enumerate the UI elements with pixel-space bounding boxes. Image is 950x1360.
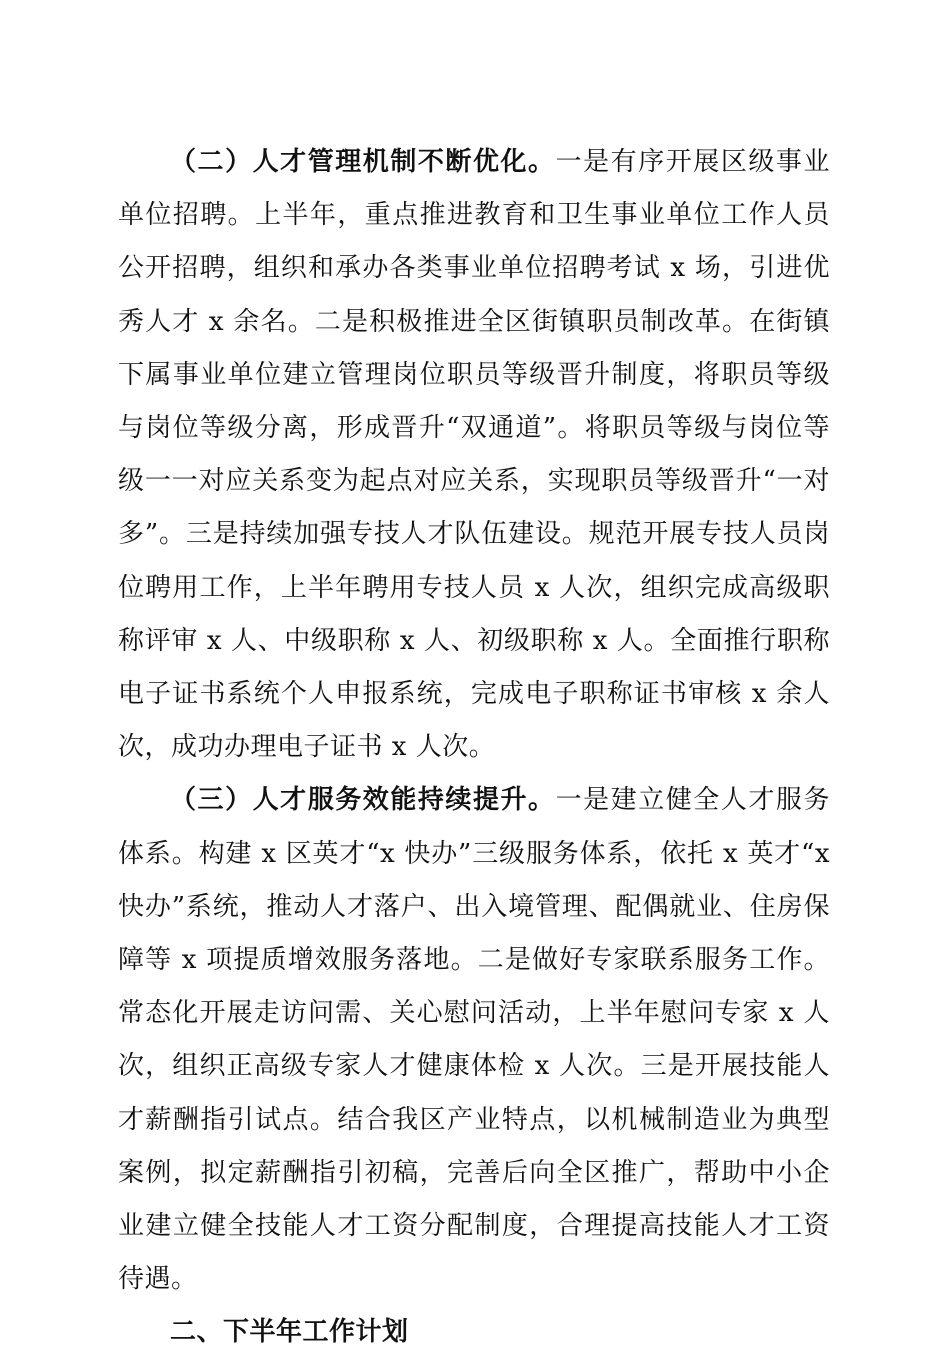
section-body-talent-service: 一是建立健全人才服务体系。构建 x 区英才“x 快办”三级服务体系，依托 x 英才“x 快办”系统，推动人才落户、出入境管理、配偶就业、住房保障等 x 项提质增效服务落地。二是做好专家联系服务工作。常态化开展走访问需、关心慰问活动，上半年慰问专家 x 人次，组织正高级专家人才健康体检 x 人次。三是开展技能人才薪酬指引试点。结合我区产业特点，以机械制造业为典型案例，拟定薪酬指引初稿，完善后向全区推广，帮助中小企业建立健全技能人才工资分配制度，合理提高技能人才工资待遇。	[118, 785, 830, 1295]
document-body	[118, 136, 830, 1360]
paragraph-talent-management	[118, 136, 830, 774]
section-heading-talent-service: （三）人才服务效能持续提升。	[170, 785, 556, 816]
section-body-talent-management: 一是有序开展区级事业单位招聘。上半年，重点推进教育和卫生事业单位工作人员公开招聘，组织和承办各类事业单位招聘考试 x 场，引进优秀人才 x 余名。二是积极推进全区街镇职员制改革。在街镇下属事业单位建立管理岗位职员等级晋升制度，将职员等级与岗位等级分离，形成晋升“双通道”。将职员等级与岗位等级一一对应关系变为起点对应关系，实现职员等级晋升“一对多”。三是持续加强专技人才队伍建设。规范开展专技人员岗位聘用工作，上半年聘用专技人员 x 人次，组织完成高级职称评审 x 人、中级职称 x 人、初级职称 x 人。全面推行职称电子证书系统个人申报系统，完成电子职称证书审核 x 余人次，成功办理电子证书 x 人次。	[118, 147, 830, 763]
paragraph-talent-service	[118, 774, 830, 1306]
section-heading-talent-management: （二）人才管理机制不断优化。	[170, 147, 556, 177]
section-heading-second-half-plan: 二、下半年工作计划	[170, 1317, 409, 1348]
